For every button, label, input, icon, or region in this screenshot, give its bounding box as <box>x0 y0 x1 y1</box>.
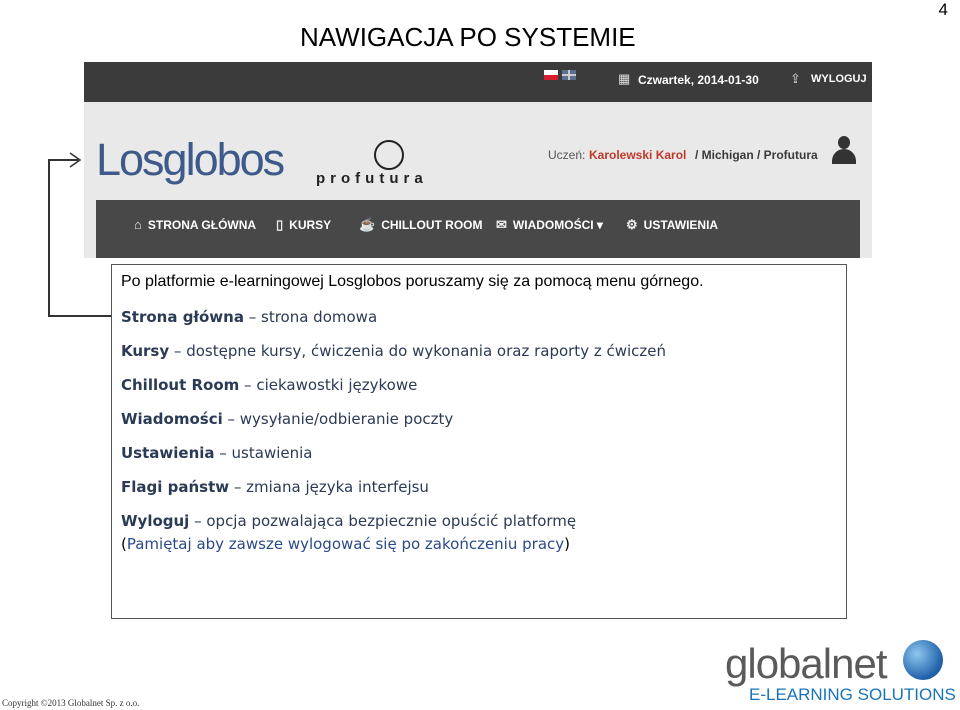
page-number: 4 <box>938 0 948 19</box>
main-navbar <box>96 200 860 258</box>
list-item: Wiadomości – wysyłanie/odbieranie poczty <box>121 410 454 428</box>
nav-home[interactable] <box>134 217 256 232</box>
user-school: / Michigan / Profutura <box>695 148 818 162</box>
intro-text: Po platformie e-learningowej Losglobos poruszamy się za pomocą menu górnego. <box>121 273 704 290</box>
list-item: Strona główna – strona domowa <box>121 308 378 326</box>
list-item: Kursy – dostępne kursy, ćwiczenia do wykonania oraz raporty z ćwiczeń <box>121 342 667 360</box>
user-label: Uczeń: <box>548 148 586 162</box>
lms-date: Czwartek, 2014-01-30 <box>638 73 759 87</box>
nav-courses[interactable] <box>276 217 331 233</box>
globalnet-tagline: E-LEARNING SOLUTIONS <box>749 685 956 704</box>
connector-line <box>48 315 120 317</box>
home-icon: ⌂ <box>134 217 142 232</box>
nav-settings[interactable] <box>626 217 718 233</box>
profutura-mark-icon <box>374 140 404 170</box>
list-item: Flagi państw – zmiana języka interfejsu <box>121 478 429 496</box>
nav-messages-label: WIADOMOŚCI ▾ <box>512 218 603 232</box>
list-item: Chillout Room – ciekawostki językowe <box>121 376 418 394</box>
envelope-icon: ✉ <box>496 217 507 232</box>
logout-button[interactable]: WYLOGUJ <box>811 73 867 85</box>
nav-home-label: STRONA GŁÓWNA <box>147 217 257 232</box>
copyright: Copyright ©2013 Globalnet Sp. z o.o. <box>2 698 140 708</box>
nav-courses-label: KURSY <box>289 218 332 232</box>
nav-messages[interactable] <box>496 217 603 233</box>
logout-reminder: (Pamiętaj aby zawsze wylogować się po zakończeniu pracy) <box>121 535 570 553</box>
lms-topbar <box>84 62 872 102</box>
nav-chillout-label: CHILLOUT ROOM <box>381 218 483 232</box>
list-item: Wyloguj – opcja pozwalająca bezpiecznie opuścić platformę <box>121 512 577 530</box>
globalnet-logo: globalnet <box>725 640 887 687</box>
lms-screenshot <box>84 62 872 258</box>
globe-icon <box>903 640 943 680</box>
calendar-icon: ▦ <box>618 71 631 86</box>
logout-icon[interactable]: ⇪ <box>790 71 801 86</box>
avatar-icon <box>832 136 856 164</box>
user-name: Karolewski Karol <box>589 148 687 162</box>
flag-pl-icon[interactable] <box>544 70 558 80</box>
book-icon: ▯ <box>276 217 284 232</box>
arrow-head-icon <box>68 152 82 168</box>
losglobos-logo: Losglobos <box>96 134 284 185</box>
nav-settings-label: USTAWIENIA <box>643 218 719 232</box>
flag-uk-icon[interactable] <box>562 70 576 80</box>
nav-chillout[interactable] <box>359 217 483 233</box>
slide-title: NAWIGACJA PO SYSTEMIE <box>300 22 636 52</box>
coffee-icon: ☕ <box>359 217 376 232</box>
gear-icon: ⚙ <box>626 217 638 232</box>
connector-line <box>48 159 50 316</box>
profutura-logo: profutura <box>316 170 428 187</box>
list-item: Ustawienia – ustawienia <box>121 444 313 462</box>
